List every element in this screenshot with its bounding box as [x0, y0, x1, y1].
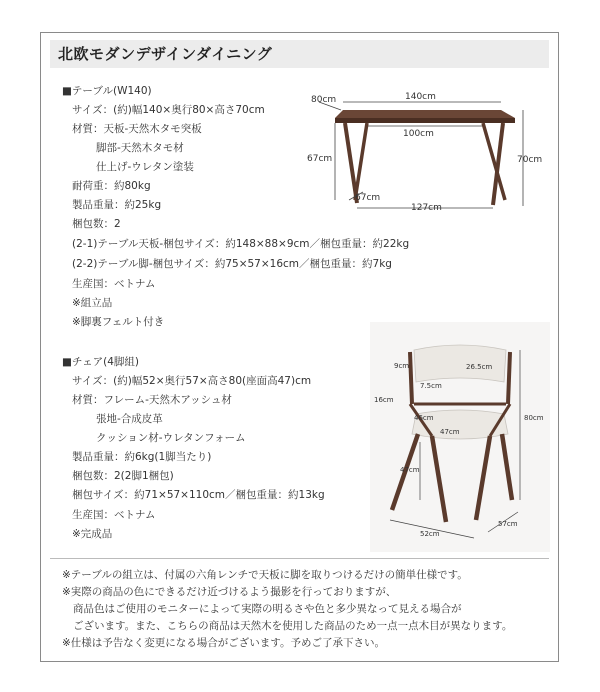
chair-seat-depth-label: 46cm: [414, 414, 434, 422]
table-size: サイズ：(約)幅140×奥行80×高さ70cm: [72, 104, 265, 116]
table-leg-height-label: 67cm: [307, 154, 333, 164]
chair-package-size: 梱包サイズ：約71×57×110cm／梱包重量：約13kg: [72, 489, 325, 501]
chair-arm-height-label: 16cm: [374, 396, 394, 404]
chair-heading: ■チェア(4脚組): [62, 356, 139, 368]
table-material: 材質：天板-天然木タモ突板: [72, 123, 202, 135]
chair-material: 材質：フレーム-天然木アッシュ材: [72, 394, 232, 406]
note-color-2: 商品色はご使用のモニターによって実際の明るさや色と多少異なって見える場合が: [73, 603, 462, 615]
table-heading: ■テーブル(W140): [62, 85, 152, 97]
notes-divider: [50, 558, 549, 559]
note-assembly: ※テーブルの組立は、付属の六角レンチで天板に脚を取りつけるだけの簡単仕様です。: [62, 569, 468, 581]
chair-diagram: [370, 322, 550, 552]
chair-packages: 梱包数：2(2脚1梱包): [72, 470, 174, 482]
table-note-assembly: ※組立品: [72, 297, 113, 309]
chair-arm-offset-label: 7.5cm: [420, 382, 442, 390]
chair-depth-label: 57cm: [498, 520, 518, 528]
table-packages: 梱包数：2: [72, 218, 121, 230]
table-leg-span-label: 67cm: [355, 193, 381, 203]
chair-width-label: 52cm: [420, 530, 440, 538]
table-weight: 製品重量：約25kg: [72, 199, 162, 211]
table-load: 耐荷重：約80kg: [72, 180, 151, 192]
table-package-2: (2-2)テーブル脚-梱包サイズ：約75×57×16cm／梱包重量：約7kg: [72, 258, 392, 270]
page-title: 北欧モダンデザインダイニング: [58, 45, 273, 63]
chair-back-height-label: 26.5cm: [466, 363, 493, 371]
table-bottom-width-label: 127cm: [411, 203, 442, 213]
table-width-label: 140cm: [405, 92, 436, 102]
chair-seat-height-label: 47cm: [400, 466, 420, 474]
table-material-legs: 脚部-天然木タモ材: [96, 142, 184, 154]
table-material-finish: 仕上げ-ウレタン塗装: [96, 161, 194, 173]
table-origin: 生産国：ベトナム: [72, 278, 156, 290]
chair-arm-gap-label: 9cm: [394, 362, 410, 370]
note-spec-change: ※仕様は予告なく変更になる場合がございます。予めご了承下さい。: [62, 637, 385, 649]
table-top: [335, 110, 515, 118]
chair-height-label: 80cm: [524, 414, 544, 422]
chair-origin: 生産国：ベトナム: [72, 509, 156, 521]
chair-seat-width-label: 47cm: [440, 428, 460, 436]
note-color-1: ※実際の商品の色にできるだけ近づけるよう撮影を行っておりますが、: [62, 586, 397, 598]
chair-material-cushion: クッション材-ウレタンフォーム: [96, 432, 246, 444]
table-inner-width-label: 100cm: [403, 129, 434, 139]
note-color-3: ございます。また、こちらの商品は天然木を使用した商品のため一点一点木目が異なります。: [73, 620, 513, 632]
chair-note: ※完成品: [72, 528, 113, 540]
table-note-felt: ※脚裏フェルト付き: [72, 316, 165, 328]
table-depth-label: 80cm: [311, 95, 337, 105]
footer-notes: [62, 567, 542, 652]
chair-material-upholstery: 張地-合成皮革: [96, 413, 163, 425]
table-height-label: 70cm: [517, 155, 543, 165]
table-package-1: (2-1)テーブル天板-梱包サイズ：約148×88×9cm／梱包重量：約22kg: [72, 238, 410, 250]
chair-size: サイズ：(約)幅52×奥行57×高さ80(座面高47)cm: [72, 375, 312, 387]
table-diagram: [305, 88, 550, 220]
chair-weight: 製品重量：約6kg(1脚当たり): [72, 451, 212, 463]
